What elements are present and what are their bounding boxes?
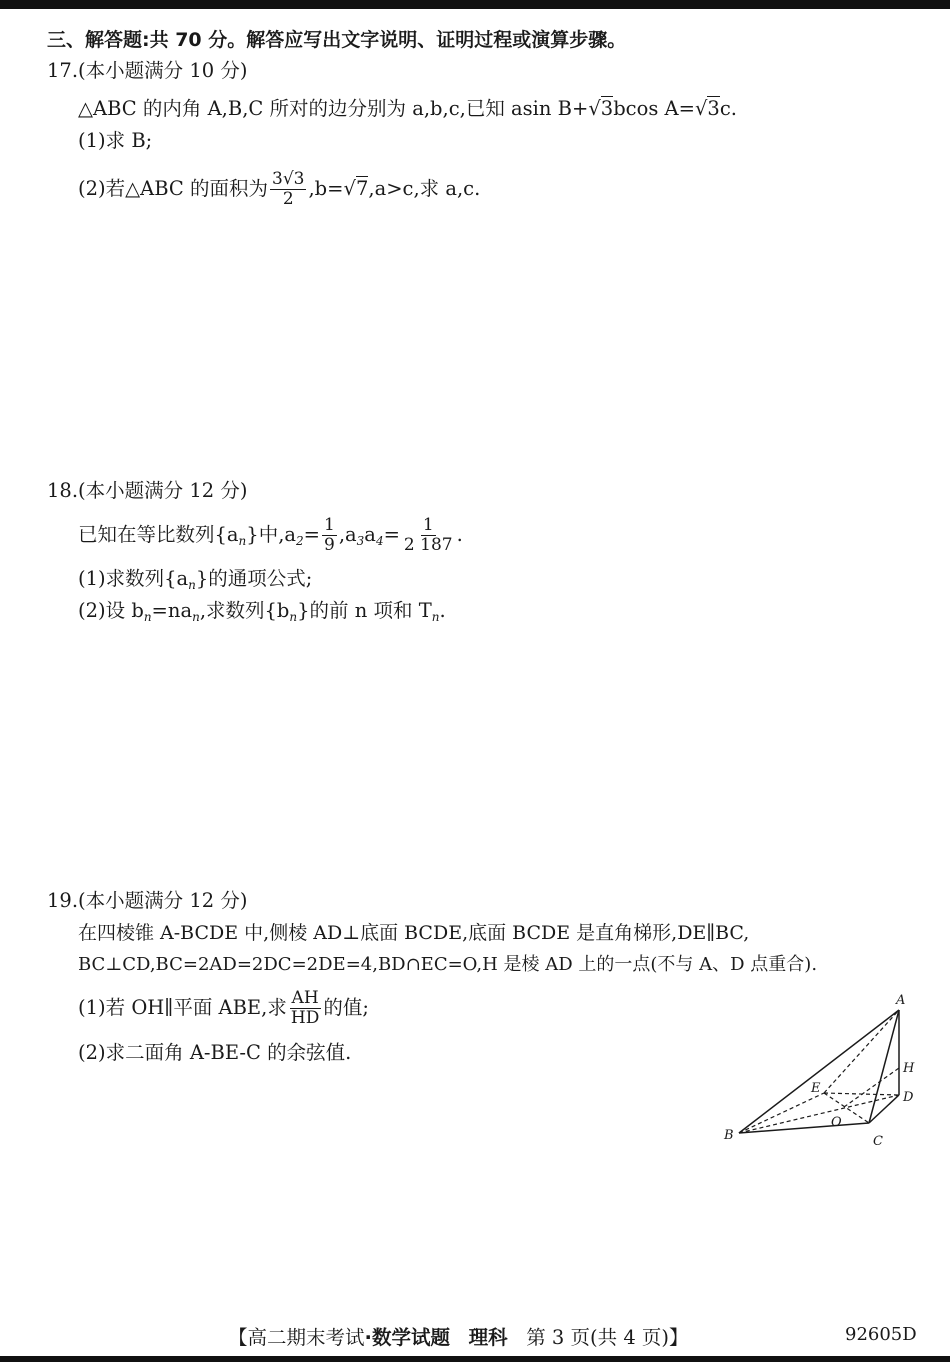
edge-cd [869,1095,899,1123]
q18-part2-sub1: n [143,610,152,624]
q18-part2-a: (2)设 b [78,599,144,622]
page-footer [228,1322,689,1350]
q17-sqrt-2: 3 [707,97,720,120]
q18-frac1-num: 1 [324,515,335,535]
footer-subject: 数学试题 [371,1326,450,1349]
q18-part2-sub4: n [431,610,440,624]
q19-ratio-fraction [289,989,321,1028]
q17-frac-num: 3√3 [272,169,305,189]
q18-part2-d: }的前 n 项和 T [297,599,432,622]
footer-exam: 高二期末考试 [247,1326,365,1349]
label-a: A [896,993,906,1008]
q18-part1 [78,566,312,598]
section-header: 三、解答题:共 70 分。解答应写出文字说明、证明过程或演算步骤。 [47,29,627,51]
q18-part1-sub: n [188,578,196,592]
label-c: C [873,1134,883,1149]
edge-ac [869,1010,899,1123]
q17-stem-text-c: c. [719,97,737,120]
q18-part2-b: =na [151,599,193,622]
label-o: O [831,1115,842,1130]
q18-part1-b: }的通项公式; [195,567,313,590]
q18-fraction-1 [322,516,337,555]
q17-stem-text-a: △ABC 的内角 A,B,C 所对的边分别为 a,b,c,已知 asin B+ [78,97,589,120]
q17-stem-text-b: bcos A= [613,97,695,120]
q18-part2 [78,598,446,630]
q18-stem-a: 已知在等比数列{a [78,523,239,546]
q18-sub-2: 2 [296,534,304,548]
q18-title: 18.(本小题满分 12 分) [47,479,248,502]
label-h: H [903,1061,915,1076]
q17-stem: △ABC 的内角 A,B,C 所对的边分别为 a,b,c,已知 asin B+√3bcos A=√3c. [78,97,737,120]
q18-stem-e: a [364,523,376,546]
q19-stem-line2: BC⊥CD,BC=2AD=2DC=2DE=4,BD∩EC=O,H 是棱 AD 上的一点(不与 A、D 点重合). [78,954,818,975]
q19-title: 19.(本小题满分 12 分) [47,889,248,912]
q18-frac1-den: 9 [324,535,335,555]
footer-right-bracket: 】 [669,1326,689,1349]
footer-track: 理科 [468,1326,508,1349]
q17-sqrt-1: 3 [600,97,614,120]
edge-ab [739,1010,899,1133]
q17-part2-text-c: ,a>c,求 a,c. [368,177,481,200]
q18-part2-sub3: n [289,610,298,624]
q18-frac2-den: 2 187 [403,535,453,555]
q19-part2: (2)求二面角 A-BE-C 的余弦值. [78,1041,352,1064]
q19-stem-line1: 在四棱锥 A-BCDE 中,侧棱 AD⊥底面 BCDE,底面 BCDE 是直角梯形,DE∥BC, [78,922,750,944]
footer-left-bracket: 【 [228,1326,248,1349]
q17-part1: (1)求 B; [78,129,153,152]
edge-bc [739,1123,869,1133]
q18-stem-f: = [383,523,400,546]
q19-frac-num: AH [291,988,319,1008]
q19-part1-b: 的值; [323,996,369,1019]
q19-frac-den: HD [290,1008,320,1028]
q19-part1 [78,984,369,1032]
q18-frac2-num: 1 [422,515,434,535]
footer-dot: · [364,1326,372,1349]
bottom-border [0,1356,950,1362]
q17-part2: (2)若△ABC 的面积为 $\frac{3√3}{2}$ ,b=√7,a>c,求 a,c. [78,169,481,209]
q18-part2-sub2: n [192,610,200,624]
q18-stem-d: ,a [338,523,357,546]
q17-title: 17.(本小题满分 10 分) [47,59,248,82]
label-e: E [811,1081,821,1096]
q18-fraction-2 [402,516,455,555]
q18-sub-1: n [238,534,247,548]
q19-part1-a: (1)若 OH∥平面 ABE,求 [78,996,287,1019]
label-b: B [724,1128,734,1143]
q18-stem-c: = [303,523,320,546]
top-border [0,0,950,9]
label-d: D [903,1090,914,1105]
q18-sub-3: 3 [356,534,365,548]
q18-stem [78,511,463,565]
q17-sqrt-3: 7 [355,177,369,200]
q17-part2-text-b: ,b= [308,177,344,200]
q18-part1-a: (1)求数列{a [78,567,189,590]
footer-page-number: 第 3 页(共 4 页) [526,1326,670,1349]
pyramid-figure [716,990,926,1152]
q18-part2-c: ,求数列{b [199,599,290,622]
q17-part2-text-a: (2)若△ABC 的面积为 [78,177,269,200]
q17-frac-den: 2 [282,189,294,209]
q18-part2-e: . [439,599,446,622]
q18-sub-4: 4 [375,534,384,548]
exam-code: 92605D [845,1324,917,1345]
q18-stem-b: }中,a [246,523,297,546]
q17-area-fraction [270,170,306,209]
q18-stem-g: . [456,523,463,546]
